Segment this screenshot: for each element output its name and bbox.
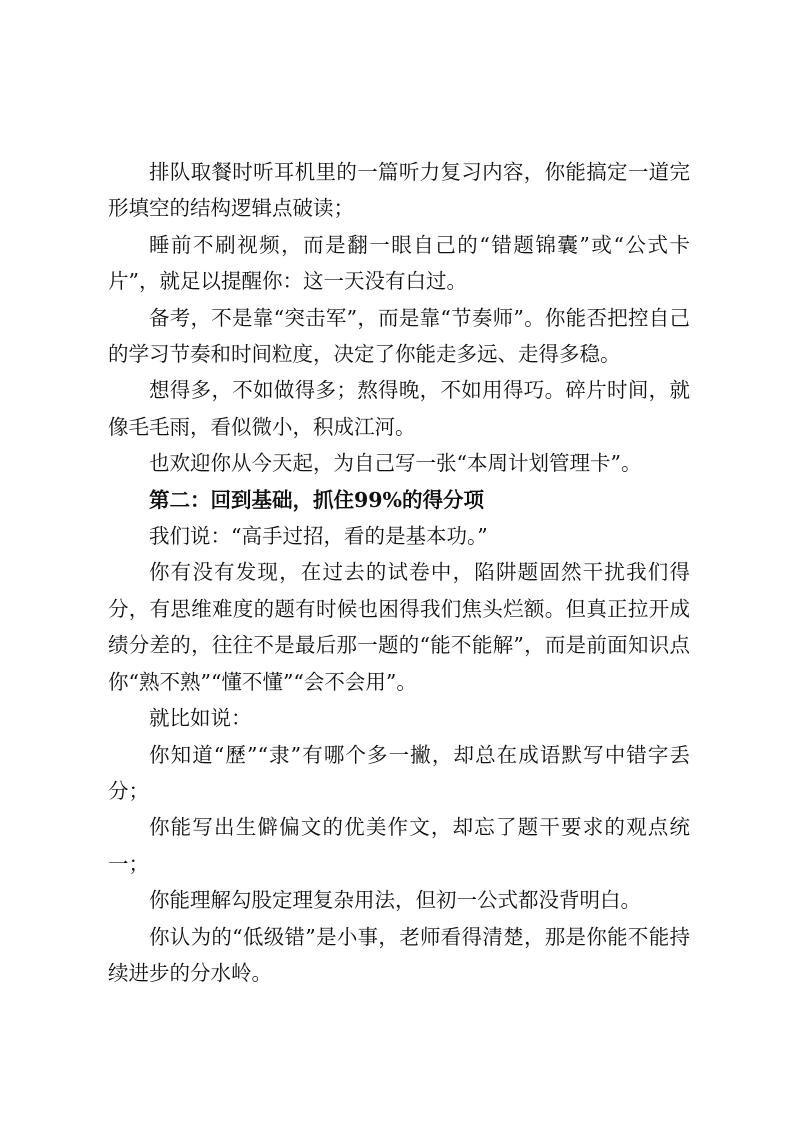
paragraph: 你知道“歷”“隶”有哪个多一撇，却总在成语默写中错字丢分； [108,742,690,803]
paragraph: 你能理解勾股定理复杂用法，但初一公式都没背明白。 [149,888,641,913]
paragraph: 睡前不刷视频，而是翻一眼自己的“错题锦囊”或“公式卡片”，就足以提醒你：这一天没有白过。 [108,232,690,294]
paragraph: 备考，不是靠“突击军”，而是靠“节奏师”。你能否把控自己的学习节奏和时间粒度，决定了你能走多远、走得多稳。 [108,305,690,367]
section-heading: 第二：回到基础，抓住99%的得分项 [149,487,485,512]
document-body [108,154,690,991]
paragraph: 你有没有发现，在过去的试卷中，陷阱题固然干扰我们得分，有思维难度的题有时候也困得我们焦头烂额。但真正拉开成绩分差的，往往不是最后那一题的“能不能解”，而是前面知识点你“熟不熟”“懂不懂”“会不会用”。 [108,560,690,694]
paragraph: 排队取餐时听耳机里的一篇听力复习内容，你能搞定一道完形填空的结构逻辑点破读； [108,160,690,221]
paragraph: 你能写出生僻偏文的优美作文，却忘了题干要求的观点统一； [108,815,690,876]
paragraph: 我们说：“高手过招，看的是基本功。” [149,524,488,549]
paragraph: 也欢迎你从今天起，为自己写一张“本周计划管理卡”。 [149,451,642,476]
paragraph: 就比如说： [149,706,252,731]
paragraph: 想得多，不如做得多；熬得晚，不如用得巧。碎片时间，就像毛毛雨，看似微小，积成江河。 [108,378,690,439]
paragraph: 你认为的“低级错”是小事，老师看得清楚，那是你能不能持续进步的分水岭。 [108,924,690,985]
